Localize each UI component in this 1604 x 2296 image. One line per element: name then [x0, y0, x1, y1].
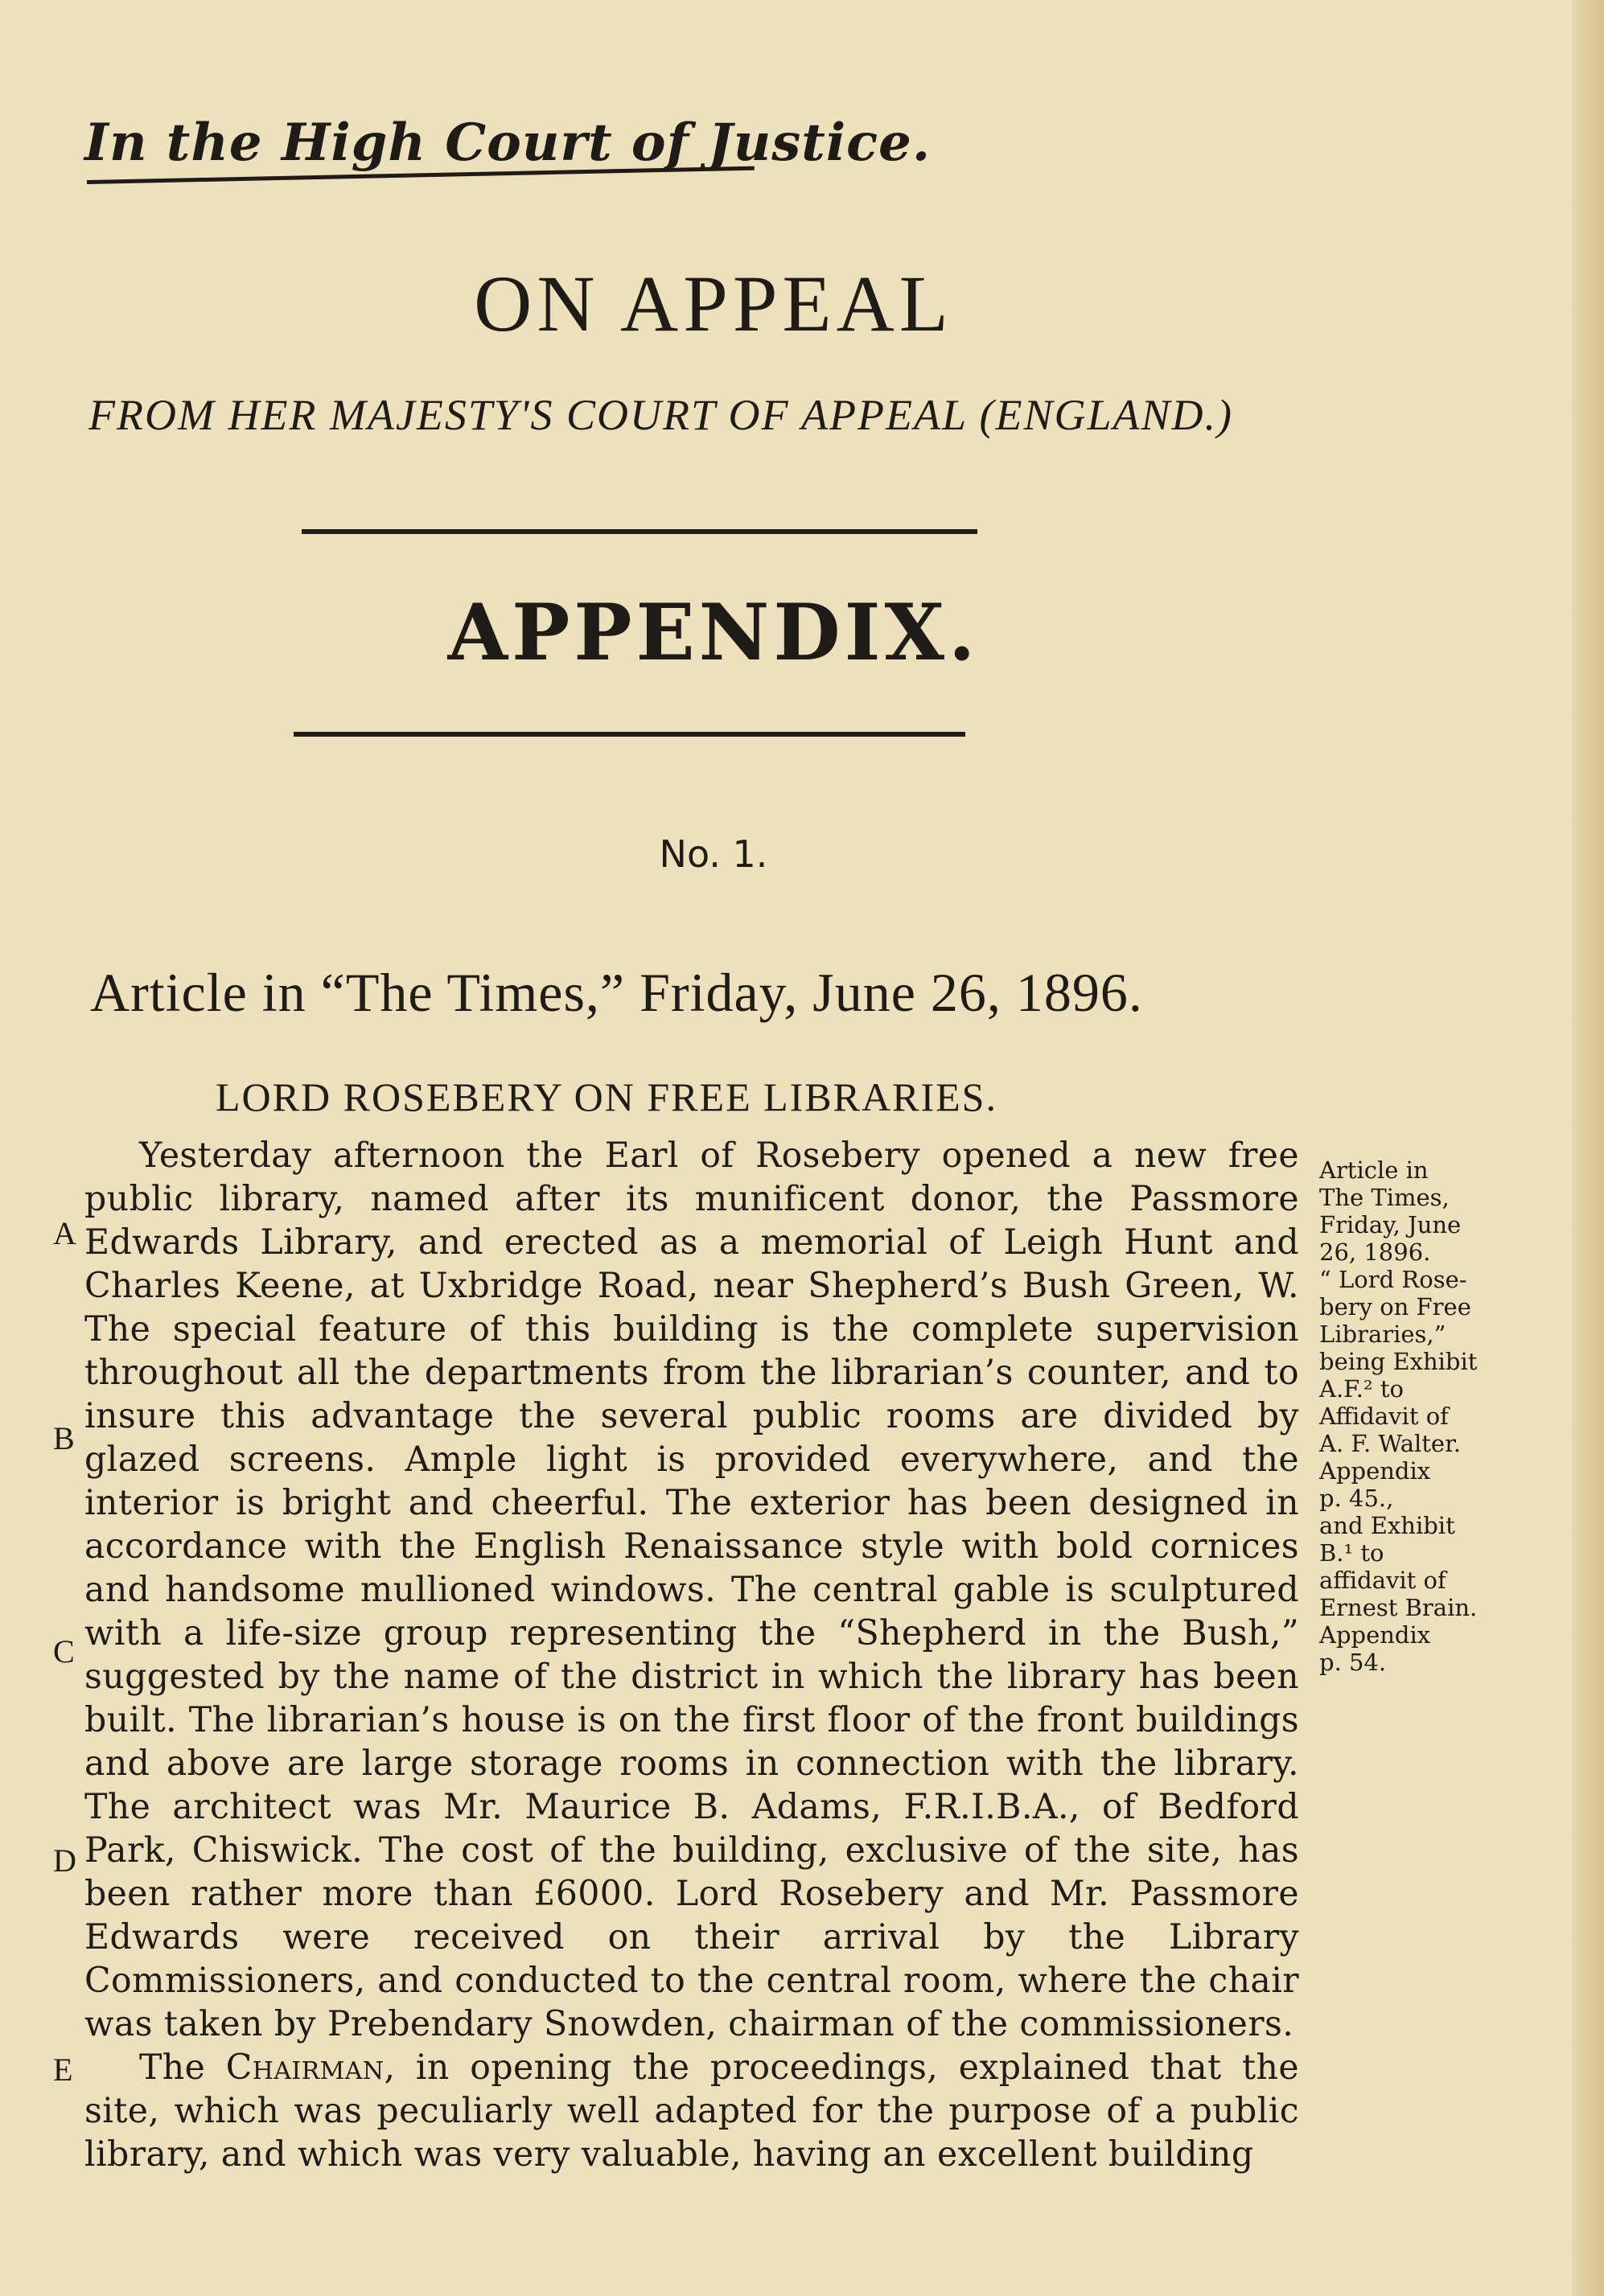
note-line: Appendix — [1319, 1457, 1431, 1485]
note-line: affidavit of — [1319, 1567, 1446, 1594]
article-title: Article in “The Times,” Friday, June 26, 1896. — [90, 962, 1143, 1023]
margin-letter-a: A — [53, 1215, 76, 1251]
note-line: bery on Free — [1319, 1293, 1471, 1321]
appeal-subtitle: FROM HER MAJESTY'S COURT OF APPEAL (ENGLAND.) — [88, 391, 1233, 439]
page-gutter — [1572, 0, 1604, 2296]
note-line: Ernest Brain. — [1319, 1594, 1478, 1621]
article-heading: LORD ROSEBERY ON FREE LIBRARIES. — [216, 1074, 997, 1119]
note-line: “ Lord Rose- — [1319, 1266, 1467, 1293]
margin-letter-b: B — [53, 1420, 75, 1456]
margin-letter-c: C — [53, 1633, 75, 1670]
court-heading: In the High Court of Justice. — [84, 113, 932, 173]
note-line: A.F.² to — [1319, 1375, 1404, 1403]
note-line: Friday, June — [1319, 1211, 1462, 1238]
margin-letter-d: D — [53, 1842, 76, 1879]
note-line: A. F. Walter. — [1319, 1430, 1461, 1457]
divider-top — [302, 529, 977, 534]
chairman-word: Chairman — [225, 2048, 385, 2088]
note-line: Appendix — [1319, 1621, 1431, 1649]
margin-letter-e: E — [53, 2052, 73, 2088]
article-paragraph — [84, 2046, 1299, 2176]
article-body — [84, 1134, 1299, 2176]
note-line: and Exhibit — [1319, 1512, 1455, 1539]
appendix-title: APPENDIX. — [447, 587, 980, 678]
note-line: p. 45., — [1319, 1485, 1394, 1512]
document-number: No. 1. — [659, 832, 768, 876]
note-line: p. 54. — [1319, 1649, 1387, 1676]
margin-note — [1319, 1156, 1520, 1676]
note-line: B.¹ to — [1319, 1539, 1384, 1567]
note-line: 26, 1896. — [1319, 1238, 1431, 1266]
note-line: Affidavit of — [1319, 1403, 1449, 1430]
appeal-title: ON APPEAL — [474, 259, 953, 348]
article-paragraph: Yesterday afternoon the Earl of Rosebery opened a new free public library, named after its munificent donor, the Passmore Edwards Library, and erected as a memorial of Leigh Hunt and Charles Keene, at Uxbridge Road, near Shepherd’s Bush Green, W. The special feature of this building is the complete supervision throughout all the departments from the librarian’s counter, and to insure this advantage the several public rooms are divided by glazed screens. Ample light is provided everywhere, and the interior is bright and cheerful. The exterior has been designed in accordance with the English Renaissance style with bold cornices and handsome mullioned windows. The central gable is sculptured with a life-size group representing the “Shepherd in the Bush,” suggested by the name of the district in which the library has been built. The librarian’s house is on the first floor of the front buildings and above are large storage rooms in connection with the library. The architect was Mr. Maurice B. Adams, F.R.I.B.A., of Bedford Park, Chiswick. The cost of the building, exclusive of the site, has been rather more than £6000. Lord Rosebery and Mr. Passmore Edwards were received on their arrival by the Library Commissioners, and conducted to the central room, where the chair was taken by Prebendary Snowden, chairman of the commissioners. — [84, 1136, 1299, 2044]
note-line: The Times, — [1319, 1184, 1450, 1211]
divider-bottom — [294, 732, 965, 737]
paragraph-rest: , in opening the proceedings, explained that the site, which was peculiarly well adapted for the purpose of a public library, and which was very valuable, having an excellent building — [84, 2048, 1299, 2175]
note-line: Article in — [1319, 1156, 1429, 1184]
note-line: being Exhibit — [1319, 1348, 1478, 1375]
paragraph-start: The — [139, 2048, 226, 2088]
note-line: Libraries,” — [1319, 1321, 1446, 1348]
